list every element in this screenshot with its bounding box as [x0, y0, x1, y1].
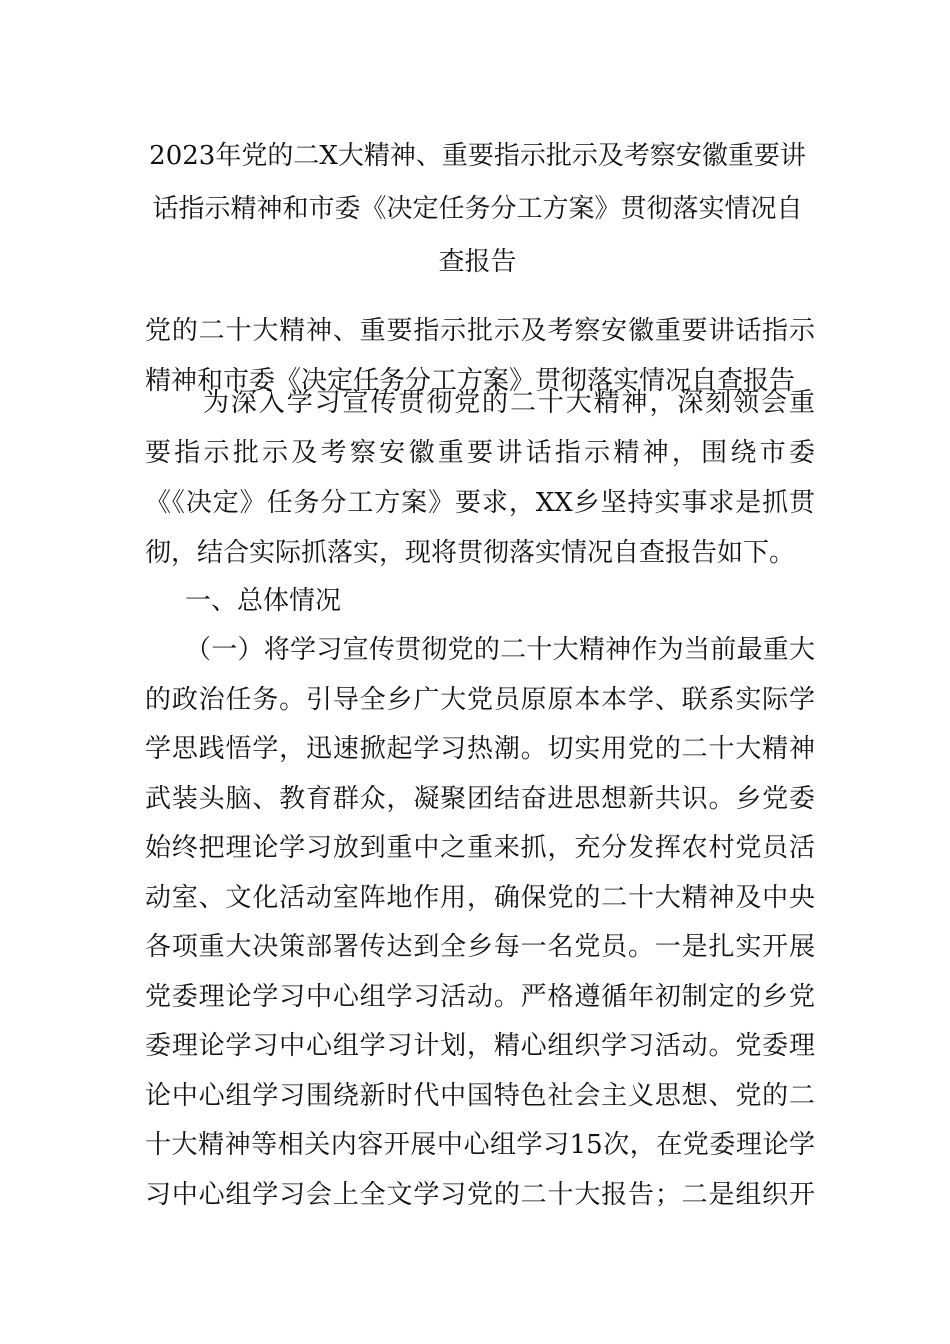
- paragraph-line: 十大精神等相关内容开展中心组学习15次，在党委理论学: [145, 1130, 815, 1160]
- document-title: [140, 130, 815, 289]
- intro-paragraph: [145, 378, 815, 578]
- paragraph-line: 论中心组学习围绕新时代中国特色社会主义思想、党的二: [145, 1080, 815, 1111]
- section-paragraph: [145, 626, 815, 1220]
- paragraph-line: 学思践悟学，迅速掀起学习热潮。切实用党的二十大精神: [145, 734, 815, 764]
- paragraph-line: 武装头脑、教育群众，凝聚团结奋进思想新共识。乡党委: [145, 783, 815, 814]
- paragraph-line: 党委理论学习中心组学习活动。严格遵循年初制定的乡党: [145, 981, 815, 1012]
- paragraph-line: 彻，结合实际抓落实，现将贯彻落实情况自查报告如下。: [145, 538, 796, 568]
- paragraph-line: 始终把理论学习放到重中之重来抓，充分发挥农村党员活: [145, 833, 815, 863]
- paragraph-line: 动室、文化活动室阵地作用，确保党的二十大精神及中央: [145, 882, 815, 913]
- paragraph-line: 各项重大决策部署传达到全乡每一名党员。一是扎实开展: [145, 932, 815, 962]
- paragraph-line: 习中心组学习会上全文学习党的二十大报告；二是组织开: [145, 1179, 815, 1210]
- paragraph-line: 为深入学习宣传贯彻党的二十大精神，深刻领会重: [203, 388, 815, 418]
- paragraph-line: 的政治任务。引导全乡广大党员原原本本学、联系实际学: [145, 684, 815, 715]
- subtitle-line: 党的二十大精神、重要指示批示及考察安徽重要讲话指示: [145, 316, 815, 346]
- paragraph-line: （一）将学习宣传贯彻党的二十大精神作为当前最重大: [185, 635, 815, 665]
- title-line: 话指示精神和市委《决定任务分工方案》贯彻落实情况自: [152, 194, 803, 224]
- subtitle-line: 精神和市委《决定任务分工方案》贯彻落实情况自查报告: [145, 366, 796, 396]
- paragraph-line: 委理论学习中心组学习计划，精心组织学习活动。党委理: [145, 1031, 815, 1061]
- paragraph-line: 要指示批示及考察安徽重要讲话指示精神，围绕市委: [145, 438, 815, 468]
- title-line: 查报告: [438, 247, 517, 277]
- paragraph-line: 《《决定》任务分工方案》要求，XX乡坚持实事求是抓贯: [145, 488, 815, 518]
- title-line: 2023年党的二X大精神、重要指示批示及考察安徽重要讲: [149, 141, 806, 171]
- section-heading: 一、总体情况: [185, 586, 342, 616]
